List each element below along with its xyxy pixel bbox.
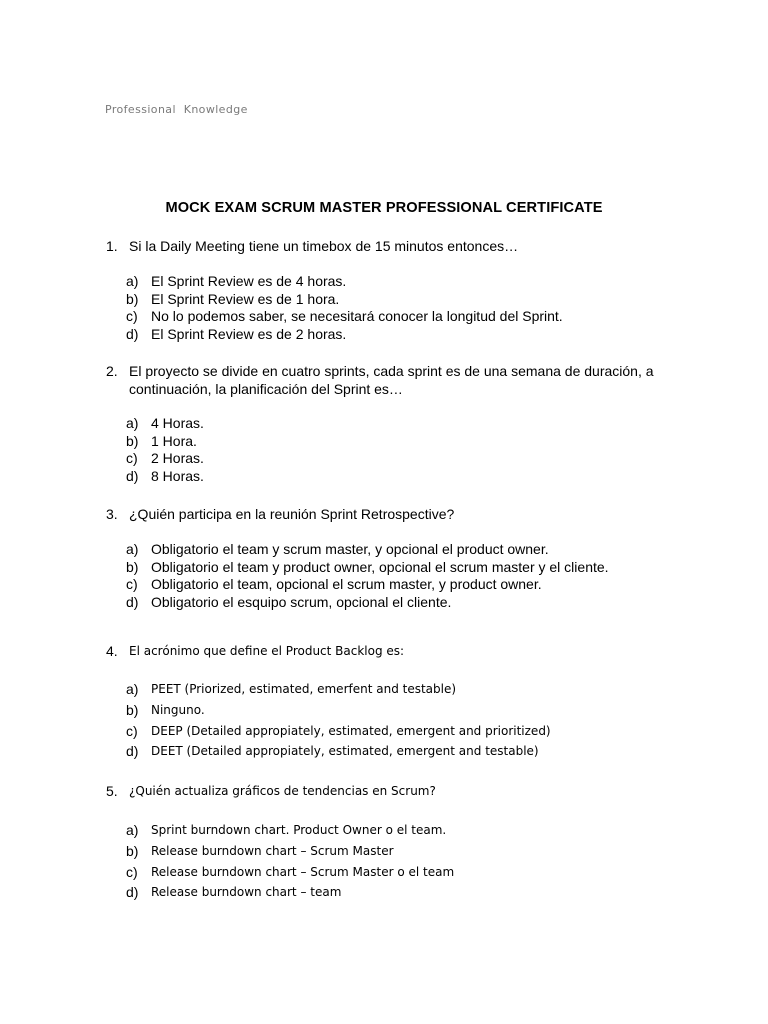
option-text: 2 Horas. (151, 450, 204, 467)
question-stem (106, 505, 706, 523)
option-d (126, 326, 563, 344)
option-letter: b) (126, 558, 139, 575)
question-text: El acrónimo que define el Product Backlog es: (129, 644, 405, 658)
option-a (126, 820, 454, 841)
option-list (126, 820, 454, 903)
option-a (126, 273, 563, 291)
option-letter: a) (126, 273, 139, 289)
question-stem (106, 237, 706, 255)
option-letter: d) (126, 467, 139, 484)
option-c (126, 308, 563, 326)
option-text: Release burndown chart – Scrum Master (151, 843, 394, 858)
question-3 (106, 505, 706, 610)
question-1 (106, 237, 706, 342)
option-letter: d) (126, 325, 139, 342)
option-b (126, 291, 563, 309)
option-text: Obligatorio el team y scrum master, y opcional el product owner. (151, 541, 549, 557)
question-text: ¿Quién actualiza gráficos de tendencias en Scrum? (129, 784, 436, 798)
option-text: El Sprint Review es de 2 horas. (151, 325, 347, 342)
question-text: ¿Quién participa en la reunión Sprint Retrospective? (129, 506, 455, 522)
option-c (126, 576, 609, 594)
option-text: 8 Horas. (151, 467, 204, 484)
question-text: El proyecto se divide en cuatro sprints, cada sprint es de una semana de duración, a continuación, la planificación del Sprint es… (129, 363, 654, 397)
question-number: 5. (106, 783, 118, 799)
option-text: 4 Horas. (151, 415, 204, 431)
option-d (126, 468, 204, 486)
option-list (126, 679, 551, 762)
option-letter: d) (126, 884, 139, 901)
option-text: Release burndown chart – team (151, 885, 342, 900)
option-b (126, 700, 551, 721)
option-b (126, 841, 454, 862)
option-letter: c) (126, 722, 138, 739)
question-stem (106, 362, 706, 398)
option-a (126, 415, 204, 433)
option-a (126, 541, 609, 559)
option-letter: d) (126, 593, 139, 610)
option-letter: a) (126, 681, 139, 697)
option-letter: c) (126, 863, 138, 880)
option-letter: a) (126, 415, 139, 431)
option-text: Sprint burndown chart. Product Owner o el team. (151, 823, 447, 837)
question-number: 2. (106, 363, 118, 379)
question-2 (106, 362, 706, 484)
question-stem (106, 783, 706, 799)
option-text: DEET (Detailed appropiately, estimated, emergent and testable) (151, 744, 539, 759)
question-number: 4. (106, 643, 118, 659)
question-number: 1. (106, 238, 118, 254)
question-number: 3. (106, 506, 118, 522)
option-text: Release burndown chart – Scrum Master o el team (151, 864, 455, 879)
option-text: No lo podemos saber, se necesitará conocer la longitud del Sprint. (151, 308, 563, 325)
option-text: El Sprint Review es de 1 hora. (151, 290, 340, 307)
option-letter: b) (126, 290, 139, 307)
option-d (126, 741, 551, 762)
option-a (126, 679, 551, 700)
option-letter: b) (126, 842, 139, 859)
option-text: DEEP (Detailed appropiately, estimated, emergent and prioritized) (151, 723, 551, 738)
option-text: Obligatorio el team, opcional el scrum master, y product owner. (151, 576, 542, 593)
option-list (126, 541, 609, 611)
option-b (126, 433, 204, 451)
document-title: MOCK EXAM SCRUM MASTER PROFESSIONAL CERTIFICATE (165, 200, 603, 216)
option-letter: b) (126, 701, 139, 718)
option-list (126, 415, 204, 485)
option-c (126, 721, 551, 742)
option-letter: b) (126, 432, 139, 449)
option-letter: c) (126, 450, 138, 467)
option-text: El Sprint Review es de 4 horas. (151, 273, 347, 289)
header-label: Professional Knowledge (105, 103, 248, 116)
question-stem (106, 643, 706, 659)
option-c (126, 450, 204, 468)
option-text: PEET (Priorized, estimated, emerfent and testable) (151, 682, 457, 696)
option-text: Obligatorio el esquipo scrum, opcional el cliente. (151, 593, 452, 610)
option-c (126, 862, 454, 883)
option-b (126, 559, 609, 577)
option-letter: c) (126, 576, 138, 593)
option-list (126, 273, 563, 343)
option-text: 1 Hora. (151, 432, 197, 449)
option-text: Obligatorio el team y product owner, opcional el scrum master y el cliente. (151, 558, 609, 575)
question-5 (106, 783, 706, 901)
question-4 (106, 643, 706, 760)
option-letter: c) (126, 308, 138, 325)
option-letter: a) (126, 541, 139, 557)
question-text: Si la Daily Meeting tiene un timebox de 15 minutos entonces… (129, 238, 519, 254)
option-letter: a) (126, 822, 139, 838)
option-text: Ninguno. (151, 702, 205, 717)
option-d (126, 594, 609, 612)
option-letter: d) (126, 743, 139, 760)
option-d (126, 882, 454, 903)
